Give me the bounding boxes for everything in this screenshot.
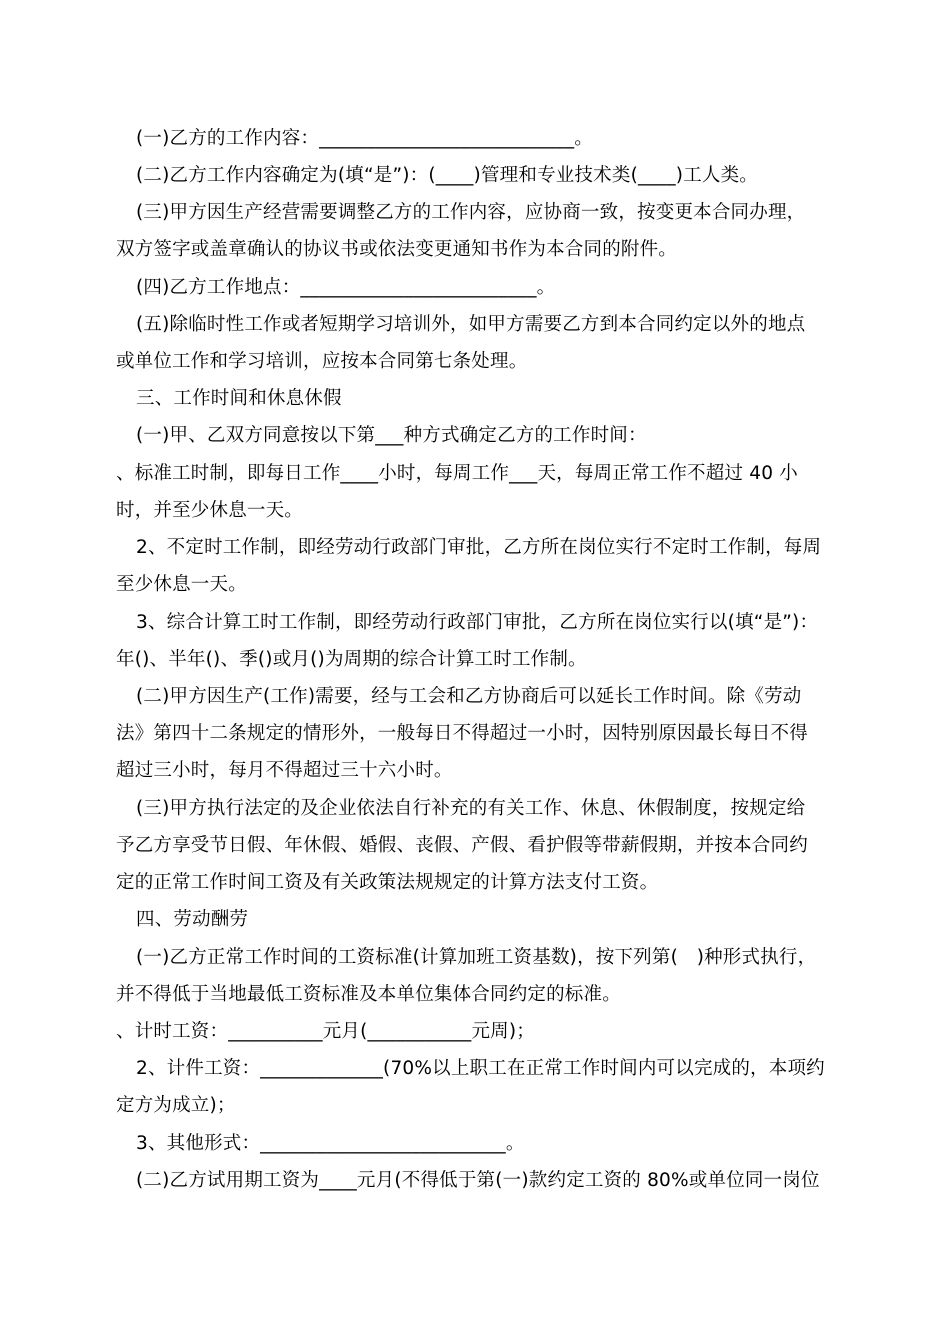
clause-flexible-hours: 2、不定时工作制，即经劳动行政部门审批，乙方所在岗位实行不定时工作制，每周 [136, 537, 822, 558]
section-heading-remuneration: 四、劳动酬劳 [136, 909, 249, 930]
clause-adjust-work: (三)甲方因生产经营需要调整乙方的工作内容，应协商一致，按变更本合同办理， [136, 202, 806, 223]
clause-standard-hours-cont: 时，并至少休息一天。 [116, 500, 304, 521]
clause-other-form: 3、其他形式：__________________________。 [136, 1133, 525, 1154]
clause-leave-cont-2: 定的正常工作时间工资及有关政策法规规定的计算方法支付工资。 [116, 872, 659, 893]
clause-other-location-cont: 或单位工作和学习培训，应按本合同第七条处理。 [116, 351, 528, 372]
clause-standard-hours: 、标准工时制，即每日工作____小时，每周工作___天，每周正常工作不超过 40 小 [116, 463, 798, 484]
clause-other-location: (五)除临时性工作或者短期学习培训外，如甲方需要乙方到本合同约定以外的地点 [136, 314, 806, 335]
clause-leave-cont-1: 予乙方享受节日假、年休假、婚假、丧假、产假、看护假等带薪假期，并按本合同约 [116, 835, 808, 856]
clause-overtime-cont-1: 法》第四十二条规定的情形外，一般每日不得超过一小时，因特别原因最长每日不得 [116, 723, 808, 744]
clause-wage-standard: (一)乙方正常工作时间的工资标准(计算加班工资基数)，按下列第( )种形式执行， [136, 947, 817, 968]
clause-comprehensive-hours: 3、综合计算工时工作制，即经劳动行政部门审批，乙方所在岗位实行以(填“是”)： [136, 612, 819, 633]
section-heading-work-time: 三、工作时间和休息休假 [136, 388, 342, 409]
clause-work-category: (二)乙方工作内容确定为(填“是”)：(____)管理和专业技术类(____)工人类。 [136, 165, 759, 186]
clause-adjust-work-cont: 双方签字或盖章确认的协议书或依法变更通知书作为本合同的附件。 [116, 239, 678, 260]
clause-work-time-method: (一)甲、乙双方同意按以下第___种方式确定乙方的工作时间： [136, 425, 647, 446]
clause-comprehensive-hours-cont: 年()、半年()、季()或月()为周期的综合计算工时工作制。 [116, 649, 587, 670]
clause-overtime-cont-2: 超过三小时，每月不得超过三十六小时。 [116, 760, 453, 781]
clause-work-content: (一)乙方的工作内容：___________________________。 [136, 128, 593, 149]
clause-flexible-hours-cont: 至少休息一天。 [116, 574, 247, 595]
clause-piece-wage: 2、计件工资：_____________(70%以上职工在正常工作时间内可以完成的，本项约 [136, 1058, 825, 1079]
clause-probation-wage: (二)乙方试用期工资为____元月(不得低于第(一)款约定工资的 80%或单位同一岗位 [136, 1170, 820, 1191]
clause-work-location: (四)乙方工作地点：_________________________。 [136, 277, 556, 298]
clause-leave: (三)甲方执行法定的及企业依法自行补充的有关工作、休息、休假制度，按规定给 [136, 798, 806, 819]
clause-wage-standard-cont: 并不得低于当地最低工资标准及本单位集体合同约定的标准。 [116, 984, 621, 1005]
clause-time-wage: 、计时工资：__________元月(___________元周)； [116, 1021, 535, 1042]
clause-overtime: (二)甲方因生产(工作)需要，经与工会和乙方协商后可以延长工作时间。除《劳动 [136, 686, 802, 707]
clause-piece-wage-cont: 定方为成立)； [116, 1095, 236, 1116]
